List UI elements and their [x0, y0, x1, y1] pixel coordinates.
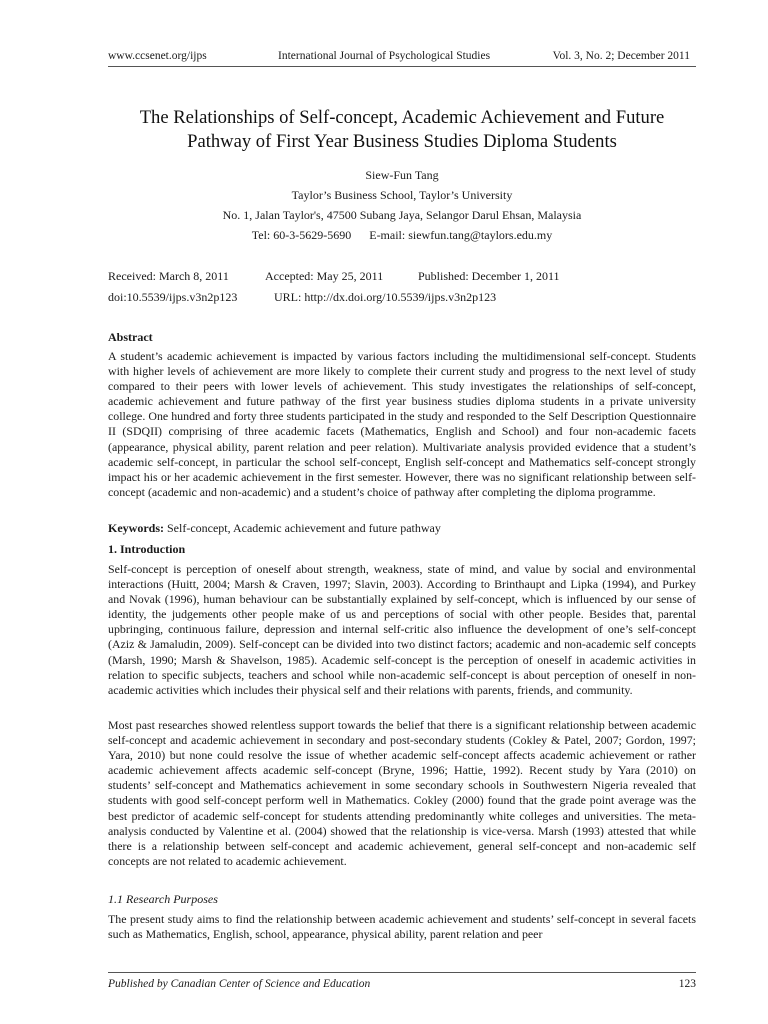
volume-issue: Vol. 3, No. 2; December 2011: [552, 50, 690, 62]
author-email[interactable]: E-mail: siewfun.tang@taylors.edu.my: [369, 228, 553, 242]
doi: doi:10.5539/ijps.v3n2p123: [108, 290, 238, 304]
author-contact: [108, 225, 696, 245]
journal-page: [108, 0, 696, 1024]
keywords-line: [108, 521, 441, 536]
received-date: Received: March 8, 2011: [108, 269, 229, 283]
keywords-label: Keywords:: [108, 521, 164, 535]
author-affiliation: Taylor’s Business School, Taylor’s University: [291, 188, 513, 202]
publisher-credit: Published by Canadian Center of Science and Education: [108, 978, 371, 990]
author-address: No. 1, Jalan Taylor's, 47500 Subang Jaya, Selangor Darul Ehsan, Malaysia: [222, 208, 582, 222]
author-block: [108, 165, 696, 245]
research-purposes-paragraph: The present study aims to find the relationship between academic achievement and students’ self-concept in several facets such as Mathematics, English, school, appearance, physical ability, parent relation and peer: [108, 912, 696, 942]
article-title: [104, 106, 700, 154]
identifier-row: [108, 287, 696, 308]
published-date: Published: December 1, 2011: [418, 269, 560, 283]
introduction-heading: 1. Introduction: [108, 542, 186, 556]
article-url[interactable]: URL: http://dx.doi.org/10.5539/ijps.v3n2p123: [274, 290, 497, 304]
research-purposes-heading: 1.1 Research Purposes: [108, 892, 218, 906]
article-title-line-1: The Relationships of Self-concept, Academic Achievement and Future: [139, 107, 665, 128]
abstract-text: A student’s academic achievement is impacted by various factors including the multidimensional self-concept. Students with higher levels of achievement are more likely to complete their current study and progress to the next level of study compared to their peers with lower levels of achievement. This study investigates the relationships of self-concept, academic achievement and future pathway of the first year business studies diploma students in a private university college. One hundred and forty three students participated in the study and responded to the Self Description Questionnaire II (SDQII) comprising of three academic facets (Mathematics, English and School) and four non-academic facets (appearance, physical ability, parent relation and peer relation). Multivariate analysis provided evidence that a student’s academic self-concept, in particular the school self-concept, English self-concept and Mathematics self-concept strongly impact his or her academic achievement in the first semester. However, there was no significant relationship between self-concept (academic and non-academic) and a student’s choice of pathway after completing the diploma programme.: [108, 349, 696, 499]
accepted-date: Accepted: May 25, 2011: [265, 269, 384, 283]
footer-divider: [108, 972, 696, 973]
introduction-paragraph-1: Self-concept is perception of oneself about strength, weakness, state of mind, and value by social and environmental interactions (Huitt, 2004; Marsh & Craven, 1997; Slavin, 2003). According to Brinthaupt and Lipka (1994), and Purkey and Novak (1996), human behaviour can be substantially explained by self-concept, which is influenced by our sense of identity, the judgements other people make of us and perceptions of social with other people. Besides that, parental upbringing, continuous failure, depression and internal self-critic also influence the development of one’s self-concept (Aziz & Jamaludin, 2009). Self-concept can be divided into two distinct factors; academic and non-academic self concepts (Marsh, 1990; Marsh & Shavelson, 1985). Academic self-concept is the perception of oneself in academic activities in relation to specific subjects, teachers and school while non-academic self-concept is about perception of oneself in non-academic activities which includes their physical self and their relations with parents, friends, and community.: [108, 562, 696, 697]
abstract-heading: Abstract: [108, 330, 153, 344]
keywords-text: Self-concept, Academic achievement and future pathway: [167, 521, 441, 535]
introduction-paragraph-2: Most past researches showed relentless support towards the belief that there is a significant relationship between academic self-concept and academic achievement in secondary and post-secondary students (Cokley & Patel, 2007; Gordon, 1997; Yara, 2010) but none could resolve the issue of whether academic self-concept affects academic achievement or rather academic achievement affects academic self-concept (Bryne, 1996; Hattie, 1992). Recent study by Yara (2010) on students’ self-concept and Mathematics achievement in some secondary schools in Southwestern Nigeria revealed that students with good self-concept perform well in Mathematics. Cokley (2000) found that the grade point average was the best predictor of academic self-concept for students attending predominantly white colleges and universities. The meta-analysis conducted by Valentine et al. (2004) showed that the relationship is vice-versa. Marsh (1993) attested that while there is a relationship between self-concept and academic achievement, general self-concept and non-academic self concepts are not related to academic achievement.: [108, 718, 696, 868]
journal-website-link[interactable]: www.ccsenet.org/ijps: [108, 50, 207, 62]
publication-metadata: [108, 266, 696, 308]
article-title-line-2: Pathway of First Year Business Studies Diploma Students: [187, 131, 617, 152]
journal-name: International Journal of Psychological Studies: [278, 50, 491, 62]
running-header: [108, 50, 696, 67]
page-number: 123: [678, 978, 696, 990]
author-telephone: Tel: 60-3-5629-5690: [251, 228, 352, 242]
author-name: Siew-Fun Tang: [365, 168, 439, 182]
dates-row: [108, 266, 696, 287]
